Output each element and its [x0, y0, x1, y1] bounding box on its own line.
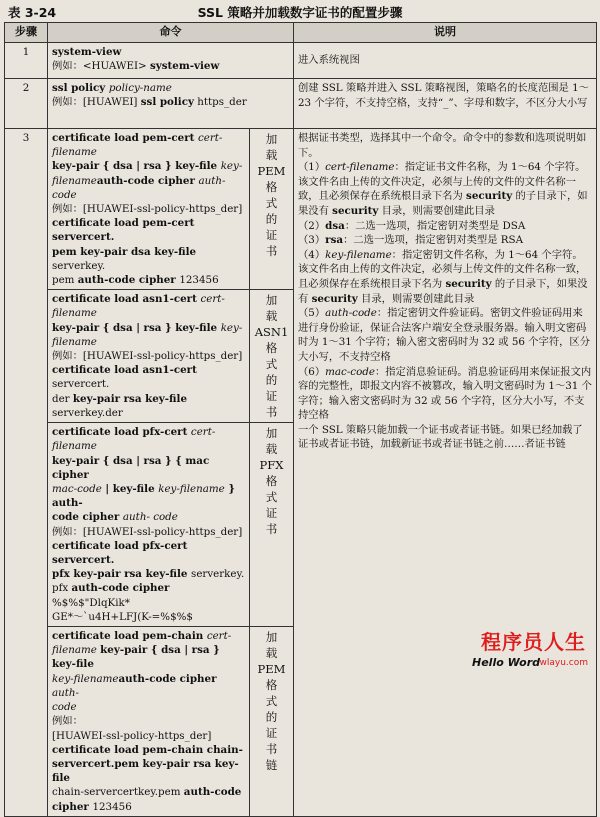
text-segment: dsa — [325, 219, 345, 232]
command-line — [52, 59, 289, 73]
cert-type-char: 书 — [265, 244, 278, 258]
watermark-text: 程序员人生 — [481, 630, 586, 654]
text-segment: pem key-pair dsa key-file — [52, 245, 197, 258]
text-segment: filename — [52, 335, 97, 348]
text-segment: ssl policy — [140, 96, 194, 109]
text-segment: mac-code — [52, 483, 102, 496]
command-line — [52, 539, 245, 567]
text-segment: ：二选一选项，指定密钥对类型是 DSA — [344, 219, 526, 232]
note-paragraph — [298, 160, 592, 218]
command-line — [52, 202, 245, 216]
config-steps-table — [4, 22, 597, 817]
text-segment: auth-code — [183, 786, 242, 799]
text-segment: %$%$"DlqKik* — [52, 596, 130, 609]
cert-type-char: 载 — [265, 148, 278, 162]
command-cell — [48, 290, 250, 423]
text-segment: cert-filename — [52, 132, 223, 159]
cert-type-char: 格 — [265, 474, 278, 489]
command-line — [52, 629, 245, 643]
cert-type-char: 载 — [265, 309, 278, 324]
text-segment: auth-code — [325, 307, 377, 320]
command-line — [52, 321, 245, 335]
cert-type-char: 式 — [265, 490, 278, 505]
text-segment: } auth- — [52, 483, 235, 510]
cert-type-char: 的 — [265, 212, 278, 226]
text-segment: key-pair { dsa | rsa } key-file — [52, 644, 220, 671]
text-segment: auth- — [52, 686, 80, 699]
table-row-step-3 — [5, 129, 597, 290]
text-segment: （1） — [298, 161, 326, 174]
text-segment: security — [466, 190, 513, 203]
cert-type-char: 书 — [265, 742, 278, 757]
text-segment: key- — [220, 160, 243, 173]
command-line — [52, 743, 245, 757]
text-segment: （5） — [298, 307, 326, 320]
command-line — [52, 525, 245, 539]
text-segment: auth- code — [122, 511, 178, 524]
cert-type-char: 加 — [265, 132, 278, 146]
command-line — [52, 95, 289, 109]
command-line — [52, 581, 245, 609]
text-segment: （2） — [298, 219, 326, 232]
header-note: 说明 — [294, 23, 597, 43]
cert-type-char: PFX — [259, 458, 284, 473]
text-segment: key-pair { dsa | rsa } { mac cipher — [52, 454, 210, 481]
cert-type-cell — [250, 423, 294, 627]
note-cell: 创建 SSL 策略并进入 SSL 策略视图，策略名的长度范围是 1～23 个字符，不支持空格，支持“_”、字母和数字，不区分大小写 — [294, 79, 597, 129]
command-line — [52, 216, 245, 244]
note-paragraph — [298, 365, 592, 423]
text-segment: …… — [503, 438, 525, 451]
watermark-logo — [424, 629, 594, 669]
text-segment: security — [332, 204, 379, 217]
text-segment: 的子目录下，如果没有 — [298, 190, 588, 217]
text-segment: key-filename — [325, 248, 392, 261]
text-segment: 例如：[HUAWEI-ssl-policy-https_der] — [52, 203, 243, 216]
text-segment: key-pair rsa key-file — [72, 392, 187, 405]
text-segment: （3） — [298, 234, 326, 247]
text-segment: cert-filename — [52, 426, 216, 453]
text-segment: certificate load asn1-cert — [52, 293, 201, 306]
text-segment: 例如：[HUAWEI-ssl-policy-https_der] — [52, 525, 243, 538]
text-segment: https_der — [193, 96, 247, 109]
cert-type-char: 格 — [265, 678, 278, 693]
text-segment: servercert.pem key-pair rsa key-file — [52, 757, 239, 785]
step-number: 1 — [5, 43, 48, 79]
text-segment: 根据证书类型，选择其中一个命令。命令中的参数和选项说明如下。 — [298, 132, 587, 159]
text-segment: key-pair { dsa | rsa } key-file — [52, 321, 221, 334]
text-segment: key- — [220, 321, 243, 334]
text-segment: ：指定证书文件名称，为 1～64 个字符。该文件名由上传的文件决定，必须与上传的文件的文件名称一致，且必须保存在系统根目录下名为 — [298, 161, 586, 203]
step-number: 2 — [5, 79, 48, 129]
table-row-step-2 — [5, 79, 597, 129]
command-line — [52, 700, 245, 714]
command-line — [52, 273, 245, 287]
text-segment: auth-code cipher — [96, 174, 199, 187]
text-segment: 者证书链 — [524, 438, 566, 451]
text-segment: auth-code cipher — [77, 274, 180, 287]
text-segment: certificate load pfx-cert — [52, 426, 191, 439]
cert-type-cell — [250, 290, 294, 423]
text-segment: 目录，则需要创建此目录 — [357, 292, 475, 305]
text-segment: certificate load asn1-cert — [52, 364, 197, 377]
cert-type-char: 式 — [265, 196, 278, 210]
command-line — [52, 131, 245, 159]
text-segment: rsa — [325, 234, 344, 247]
text-segment: ：二选一选项，指定密钥对类型是 RSA — [343, 234, 524, 247]
cert-type-char: 格 — [265, 341, 278, 356]
text-segment: security — [311, 292, 358, 305]
table-title: SSL 策略并加载数字证书的配置步骤 — [197, 5, 403, 20]
text-segment: certificate load pem-cert servercert. — [52, 217, 195, 244]
text-segment: pfx key-pair rsa key-file — [52, 568, 192, 581]
command-line — [52, 174, 245, 202]
text-segment: （6） — [298, 365, 326, 378]
text-segment: filename — [52, 174, 97, 187]
cert-type-char: 的 — [265, 710, 278, 725]
note-paragraph — [298, 233, 592, 248]
text-segment: certificate load pfx-cert servercert. — [52, 539, 188, 567]
cert-type-char: 的 — [265, 373, 278, 388]
table-row-step-1 — [5, 43, 597, 79]
text-segment: filename — [52, 644, 101, 657]
text-segment: 例如：[HUAWEI] — [52, 96, 141, 109]
command-line — [52, 785, 245, 799]
text-segment: policy-name — [108, 82, 172, 94]
text-segment: servercert. — [52, 378, 110, 391]
cert-type-char: 证 — [265, 228, 278, 242]
command-line — [52, 363, 245, 391]
text-segment: 例如：<HUAWEI> — [52, 60, 150, 73]
text-segment: cert-filename — [52, 293, 225, 320]
text-segment: der — [52, 392, 73, 405]
cert-type-cell — [250, 627, 294, 817]
watermark-subtext: Hello Word — [472, 656, 540, 669]
header-step: 步骤 — [5, 23, 48, 43]
text-segment: pfx — [52, 582, 72, 595]
command-line — [52, 567, 245, 581]
command-cell — [48, 129, 250, 290]
text-segment: cert-filename — [325, 161, 395, 174]
cert-type-cell — [250, 129, 294, 290]
text-segment: certificate load pem-chain chain- — [52, 743, 243, 756]
command-line — [52, 757, 245, 785]
text-segment: code — [52, 701, 77, 714]
command-line — [52, 159, 245, 173]
command-line — [52, 292, 245, 320]
command-cell — [48, 79, 294, 129]
command-cell — [48, 627, 250, 817]
command-line — [52, 714, 245, 728]
text-segment: ：指定消息验证码。消息验证码用来保证报文内容的完整性，即报文内容不被篡改，输入明文密码时为 1～31 个字符；输入密文密码时为 32 或 56 个字符，区分大小写，不支持空格 — [298, 365, 592, 422]
command-line — [52, 349, 245, 363]
text-segment: GE*～`u4H+LFJ(K-=%$%$ — [52, 610, 193, 623]
command-line — [52, 425, 245, 453]
cert-type-char: 格 — [265, 180, 278, 194]
text-segment: auth-code cipher — [118, 672, 217, 685]
note-paragraph — [298, 131, 592, 160]
cert-type-char: 加 — [265, 630, 278, 645]
command-line — [52, 245, 245, 273]
header-row — [5, 23, 597, 43]
table-label: 表 3-24 — [8, 5, 57, 20]
text-segment: ssl policy — [52, 82, 109, 94]
text-segment: pem — [52, 274, 78, 287]
command-line — [52, 672, 245, 700]
command-line — [52, 643, 245, 671]
text-segment: certificate load pem-cert — [52, 132, 198, 144]
text-segment: serverkey. — [191, 568, 245, 581]
text-segment: code cipher — [52, 511, 123, 524]
text-segment: cert- — [206, 630, 232, 643]
note-paragraph — [298, 306, 592, 364]
step-number: 3 — [5, 129, 48, 817]
cert-type-char: 证 — [265, 726, 278, 741]
text-segment: system-view — [149, 60, 220, 73]
cert-type-char: 加 — [265, 293, 278, 308]
text-segment: certificate load pem-chain — [52, 630, 207, 643]
command-line — [52, 81, 289, 95]
text-segment: cipher — [52, 800, 93, 813]
command-line — [52, 729, 245, 743]
cert-type-char: 式 — [265, 357, 278, 372]
text-segment: chain-servercertkey.pem — [52, 786, 184, 799]
text-segment: key-filename — [158, 483, 225, 496]
command-line — [52, 335, 245, 349]
cert-type-char: 载 — [265, 646, 278, 661]
cert-type-char: ASN1 — [254, 325, 289, 340]
text-segment: （4） — [298, 248, 326, 261]
cert-type-char: 证 — [265, 389, 278, 404]
header-command: 命令 — [48, 23, 294, 43]
cert-type-char: 书 — [265, 522, 278, 537]
command-line — [52, 482, 245, 510]
text-segment: 123456 — [179, 274, 219, 287]
text-segment: serverkey.der — [52, 406, 123, 419]
text-segment: [HUAWEI-ssl-policy-https_der] — [52, 729, 212, 742]
command-line — [52, 800, 245, 814]
text-segment: serverkey. — [52, 259, 106, 272]
cert-type-char: 证 — [265, 506, 278, 521]
text-segment: auth-code cipher — [71, 582, 170, 595]
text-segment: ：指定密钥文件名称，为 1～64 个字符。该文件名由上传的文件决定，必须与上传文件的文件名称一致，且必须保存在系统根目录下名为 — [298, 248, 587, 290]
command-cell — [48, 423, 250, 627]
cert-type-char: PEM — [257, 662, 286, 677]
text-segment: mac-code — [325, 365, 375, 378]
note-paragraph — [298, 423, 592, 452]
text-segment: ：指定密钥文件验证码。密钥文件验证码用来进行身份验证，保证合法客户端安全登录服务器。输入明文密码时为 1～31 个字符；输入密文密码时为 32 或 56 个字符，区分大小写，不支持空格 — [298, 307, 591, 363]
text-segment: key-pair { dsa | rsa } key-file — [52, 160, 221, 173]
watermark-url: wlayu.com — [539, 658, 588, 668]
command-line — [52, 454, 245, 482]
note-paragraph — [298, 219, 592, 234]
command-line — [52, 392, 245, 420]
note-paragraph — [298, 248, 592, 306]
text-segment: key-filename — [52, 672, 119, 685]
cert-type-char: 载 — [265, 442, 278, 457]
note-cell — [294, 129, 597, 817]
text-segment: 目录，则需要创建此目录 — [378, 204, 495, 217]
text-segment: security — [445, 277, 492, 290]
command-line — [52, 510, 245, 524]
cert-type-char: 加 — [265, 426, 278, 441]
command-cell — [48, 43, 294, 79]
text-segment: 123456 — [92, 800, 132, 813]
cert-type-char: 书 — [265, 405, 278, 420]
text-segment: auth-code — [52, 174, 226, 201]
command-line — [52, 610, 245, 624]
table-caption — [0, 0, 600, 22]
text-segment: 例如：[HUAWEI-ssl-policy-https_der] — [52, 350, 243, 363]
cert-type-char: 链 — [265, 758, 278, 773]
command-line — [52, 45, 289, 59]
note-cell: 进入系统视图 — [294, 43, 597, 79]
text-segment: 一个 SSL 策略只能加载一个证书或者证书链。如果已经加载了证书或者证书链，加载新证书或者证书链之前 — [298, 423, 583, 451]
cert-type-char: PEM — [257, 164, 286, 178]
text-segment: 例如： — [52, 715, 83, 728]
text-segment: system-view — [52, 46, 122, 58]
text-segment: | key-file — [101, 483, 159, 496]
cert-type-char: 式 — [265, 694, 278, 709]
text-segment: 的子目录下，如果没有 — [298, 277, 588, 305]
